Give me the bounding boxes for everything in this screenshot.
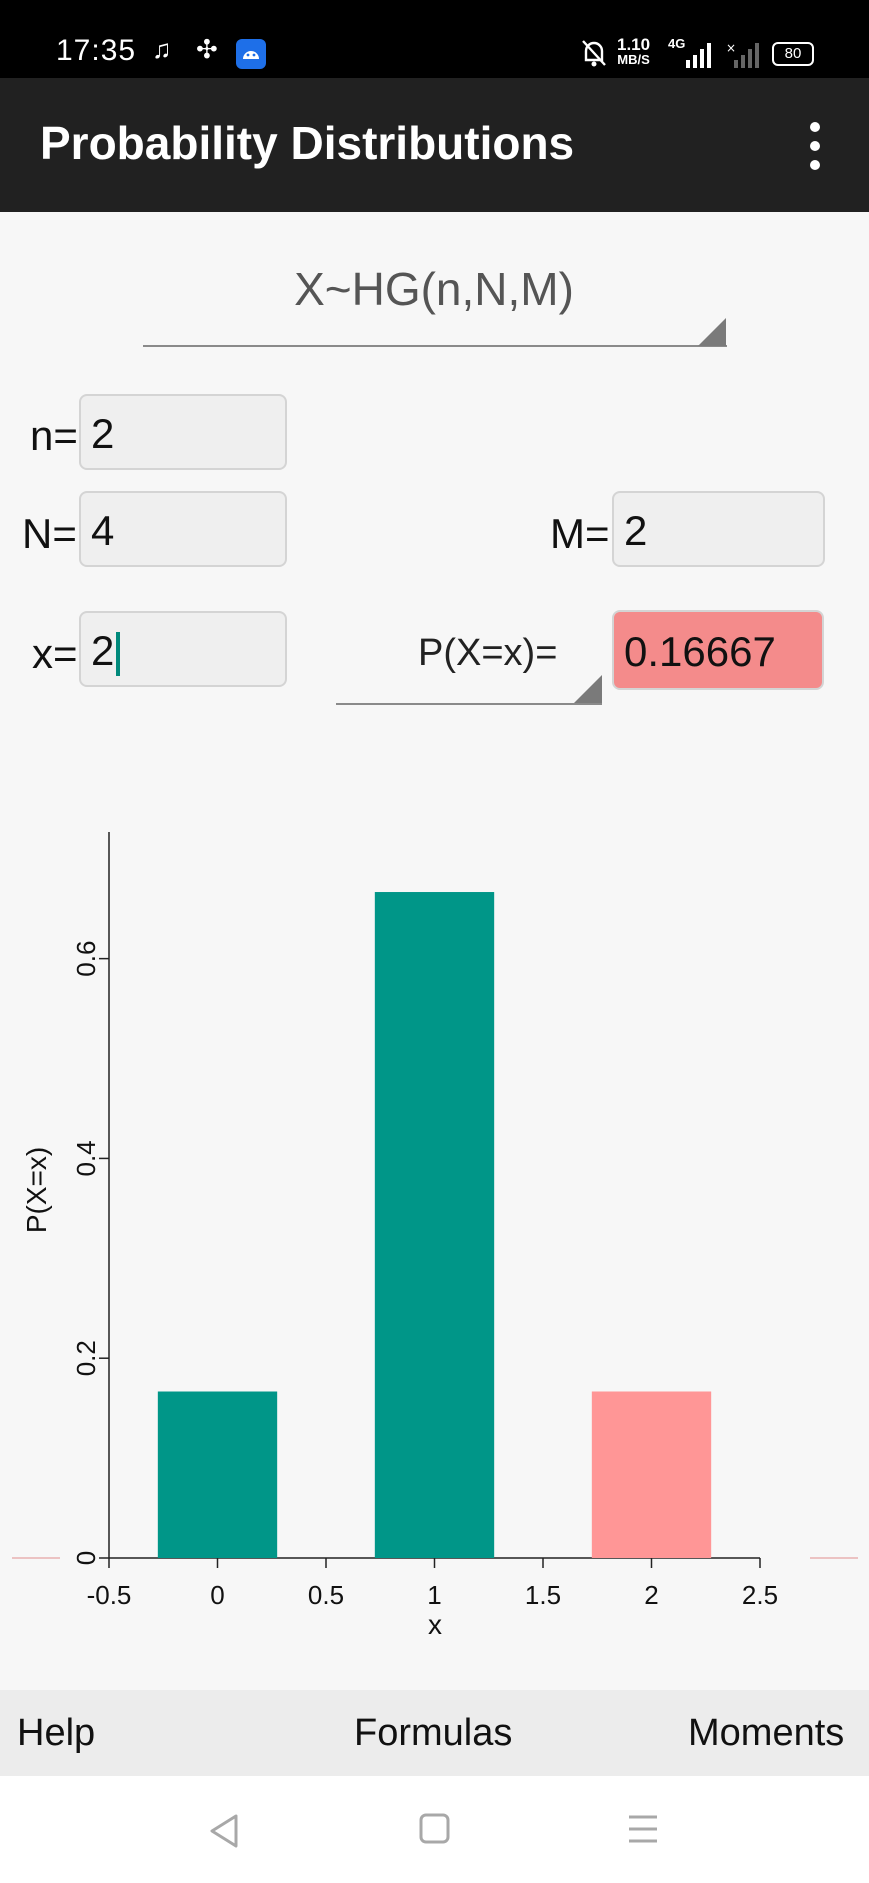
navigation-bar [0,1776,869,1883]
bar-x-0 [158,1392,277,1558]
bottom-tabs [0,1690,869,1776]
net-speed [617,37,650,67]
tab-formulas[interactable]: Formulas [354,1712,513,1754]
distribution-label: X~HG(n,N,M) [294,263,574,315]
bar-x-2 [592,1392,711,1558]
y-tick-label: 0.2 [71,1340,101,1377]
x-axis-label: x [428,1609,442,1640]
x-tick-label: 1.5 [524,1580,562,1610]
page-title: Probability Distributions [40,117,575,169]
x-input[interactable] [79,611,287,687]
signal-icon [684,42,714,73]
home-icon[interactable] [418,1812,452,1846]
y-tick-label: 0 [71,1550,101,1566]
x-tick-label: 2.5 [741,1580,779,1610]
x-tick-label: -0.5 [86,1580,132,1610]
fan-icon: ✣ [196,34,218,64]
net-speed-unit: MB/S [617,52,650,67]
network-type: 4G [668,36,686,51]
n-label: n= [30,412,78,459]
tab-help[interactable]: Help [17,1712,96,1754]
probability-mode-label: P(X=x)= [418,632,558,674]
spinner-underline [143,345,727,347]
text-cursor [116,632,120,676]
y-tick-label: 0.4 [71,1140,101,1177]
back-icon[interactable] [206,1812,242,1850]
n-input[interactable]: 2 [79,394,287,470]
probability-bar-chart [0,800,869,1660]
mode-dropdown-icon [574,675,602,703]
more-vert-icon[interactable] [800,122,830,172]
signal-no-service-icon [726,42,760,73]
x-tick-label: 0.5 [307,1580,345,1610]
x-tick-label: 0 [210,1580,225,1610]
music-icon: ♫ [152,34,172,64]
x-tick-label: 1 [427,1580,442,1610]
app-bar [0,78,869,212]
M-label: M= [550,510,610,557]
M-input[interactable]: 2 [612,491,825,567]
svg-text:×: × [726,42,737,55]
spinner-dropdown-icon [698,318,726,346]
tab-moments[interactable]: Moments [688,1712,845,1754]
status-time: 17:35 [56,34,137,67]
android-icon [236,39,266,69]
net-speed-value: 1.10 [617,35,651,54]
status-bar [0,0,869,78]
bell-off-icon [580,38,608,73]
N-label: N= [22,510,77,557]
N-input[interactable]: 4 [79,491,287,567]
y-tick-label: 0.6 [71,940,101,977]
y-axis-label: P(X=x) [21,1146,52,1234]
x-label: x= [32,630,78,677]
mode-spinner-underline [336,703,602,705]
battery-icon: 80 [772,42,814,66]
x-tick-label: 2 [644,1580,659,1610]
probability-result: 0.16667 [612,610,824,690]
x-value: 2 [91,627,115,674]
menu-icon[interactable] [626,1812,660,1846]
bar-x-1 [375,892,494,1558]
